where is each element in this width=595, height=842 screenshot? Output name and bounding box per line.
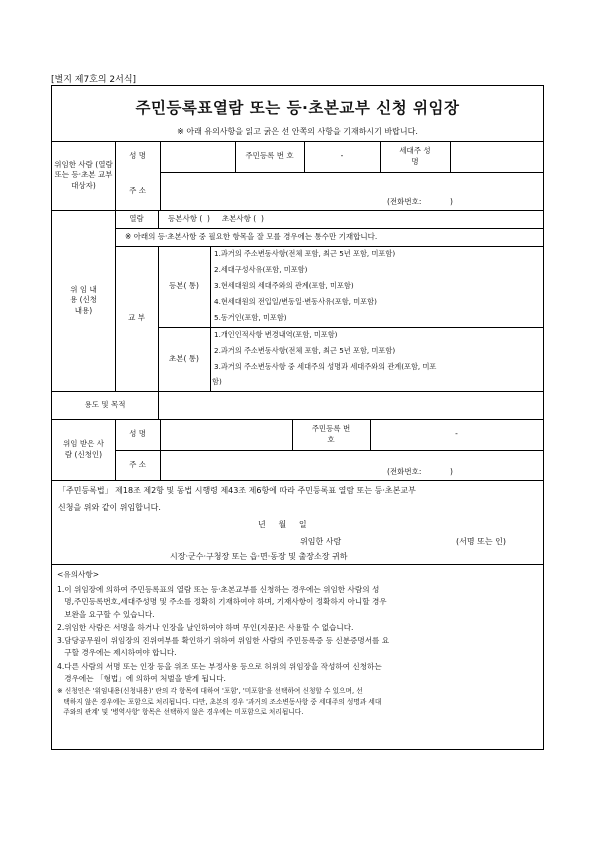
scope-section-label: 위 임 내 용 (신청 내용)	[69, 285, 98, 315]
note-line: 3.담당공무원이 위임장의 진위여부를 확인하기 위하여 위임한 사람의 주민등록증 등 신분증명서를 요	[57, 636, 390, 646]
note-line: 명,주민등록번호,세대주성명 및 주소를 정확히 기재하여야 하며, 기재사항이 정확하지 아니할 경우	[57, 597, 387, 607]
purpose-label: 용도 및 목적	[84, 399, 126, 409]
delegation-form	[51, 85, 544, 750]
note-line: 1.이 위임장에 의하여 주민등록표의 열람 또는 등·초본교부를 신청하는 경우에는 위임한 사람의 성	[57, 585, 380, 594]
register-item[interactable]: 2.세대구성사유(포함, 미포함)	[214, 265, 308, 274]
register-item[interactable]: 5.동거인(포함, 미포함)	[214, 313, 287, 322]
abstract-item-continued: 함)	[212, 377, 222, 386]
abstract-item[interactable]: 2.과거의 주소변동사항(전체 포함, 최근 5년 포함, 미포함)	[214, 346, 396, 355]
addressee: 시장·군수·구청장 또는 읍·면·동장 및 출장소장 귀하	[170, 552, 348, 561]
note-line: 경우에는 「형법」에 의하여 처벌을 받게 됩니다.	[57, 674, 226, 684]
note-line: 2.위임한 사람은 서명을 하거나 인장을 날인하여야 하며 무인(지문)은 사용할 수 없습니다.	[57, 622, 354, 632]
statement-line: 신청을 위와 같이 위임합니다.	[58, 503, 161, 512]
register-item[interactable]: 4.현세대원의 전입일/변동일·변동사유(포함, 미포함)	[214, 297, 377, 306]
footnote-line: ※ 신청인은 '위임내용(신청내용)' 란의 각 항목에 대하여 '포함', '미포함'을 선택하여 신청할 수 있으며, 선	[57, 687, 363, 696]
delegator-address-field[interactable]	[160, 172, 543, 210]
delegate-phone-label: (전화번호: )	[387, 467, 453, 476]
delegate-address-field[interactable]	[160, 450, 543, 480]
register-item[interactable]: 3.현세대원의 세대주와의 관계(포함, 미포함)	[214, 281, 354, 290]
footnote-line: 택하지 않은 경우에는 포함으로 처리됩니다. 다만, 초본의 경우 '과거의 조소변동사항 중 세대주의 성명과 세대	[57, 697, 382, 706]
issue-note: ※ 아래의 등·초본사항 중 필요한 항목을 잘 모를 경우에는 통수만 기재합니다.	[125, 232, 378, 241]
household-head-label: 세대주 성 명	[399, 146, 431, 166]
delegate-name-label: 성 명	[129, 429, 146, 439]
delegate-resident-no-field[interactable]: -	[455, 429, 458, 439]
delegate-section-label: 위임 받은 사람 (신청인)	[63, 439, 104, 459]
notes-heading: <유의사항>	[57, 570, 100, 579]
notice-text: ※ 아래 유의사항을 읽고 굵은 선 안쪽의 사항을 기재하시기 바랍니다.	[177, 127, 418, 136]
view-options[interactable]: 등본사항 ( ) 초본사항 ( )	[168, 214, 264, 223]
register-item[interactable]: 1.과거의 주소변동사항(전체 포함, 최근 5년 포함, 미포함)	[214, 249, 396, 258]
purpose-field[interactable]	[158, 391, 543, 419]
delegator-resident-no-field[interactable]: -	[340, 151, 344, 161]
delegate-name-field[interactable]	[160, 419, 292, 450]
sign-hint[interactable]: (서명 또는 인)	[456, 537, 506, 546]
note-line: 보완을 요구할 수 있습니다.	[57, 609, 155, 619]
footnote-line: 주와의 관계' 및 '병역사항' 항목은 선택하지 않은 경우에는 미포함으로 처리됩니다.	[57, 708, 304, 717]
delegator-name-label: 성 명	[129, 151, 146, 161]
form-number-label: [별지 제7호의 2서식]	[51, 75, 137, 85]
abstract-item[interactable]: 3.과거의 주소변동사항 중 세대주의 성명과 세대주와의 관계(포함, 미포	[214, 362, 437, 371]
abstract-item[interactable]: 1.개인인적사항 변경내역(포함, 미포함)	[214, 330, 338, 339]
date-line[interactable]: 년 월 일	[258, 520, 307, 529]
statement-line: 「주민등록법」 제18조 제2항 및 동법 시행령 제43조 제6항에 따라 주민등록표 열람 또는 등·초본교부	[58, 486, 416, 495]
delegator-section-label: 위임한 사람 (열람 또는 등·초본 교부 대상자)	[54, 160, 113, 190]
delegator-phone-label: (전화번호: )	[387, 197, 453, 206]
abstract-copy-label: 초본( 통)	[169, 353, 199, 363]
delegator-resident-no-label: 주민등록 번 호	[245, 151, 294, 161]
view-label: 열람	[129, 213, 144, 223]
household-head-field[interactable]	[450, 141, 543, 172]
register-copy-label: 등본( 통)	[169, 281, 199, 291]
note-line: 4.다른 사람의 서명 또는 인장 등을 위조 또는 부정사용 등으로 허위의 위임장을 작성하여 신청하는	[57, 661, 382, 671]
signer-label: 위임한 사람	[300, 537, 342, 546]
notes-list	[57, 584, 537, 718]
issue-label: 교 부	[128, 313, 145, 323]
note-line: 구할 경우에는 제시하여야 합니다.	[57, 648, 177, 658]
delegator-address-label: 주 소	[129, 185, 146, 195]
delegate-resident-no-label: 주민등록 번 호	[311, 424, 351, 444]
delegate-address-label: 주 소	[129, 459, 146, 469]
delegator-name-field[interactable]	[160, 141, 235, 172]
form-title: 주민등록표열람 또는 등·초본교부 신청 위임장	[135, 99, 460, 117]
